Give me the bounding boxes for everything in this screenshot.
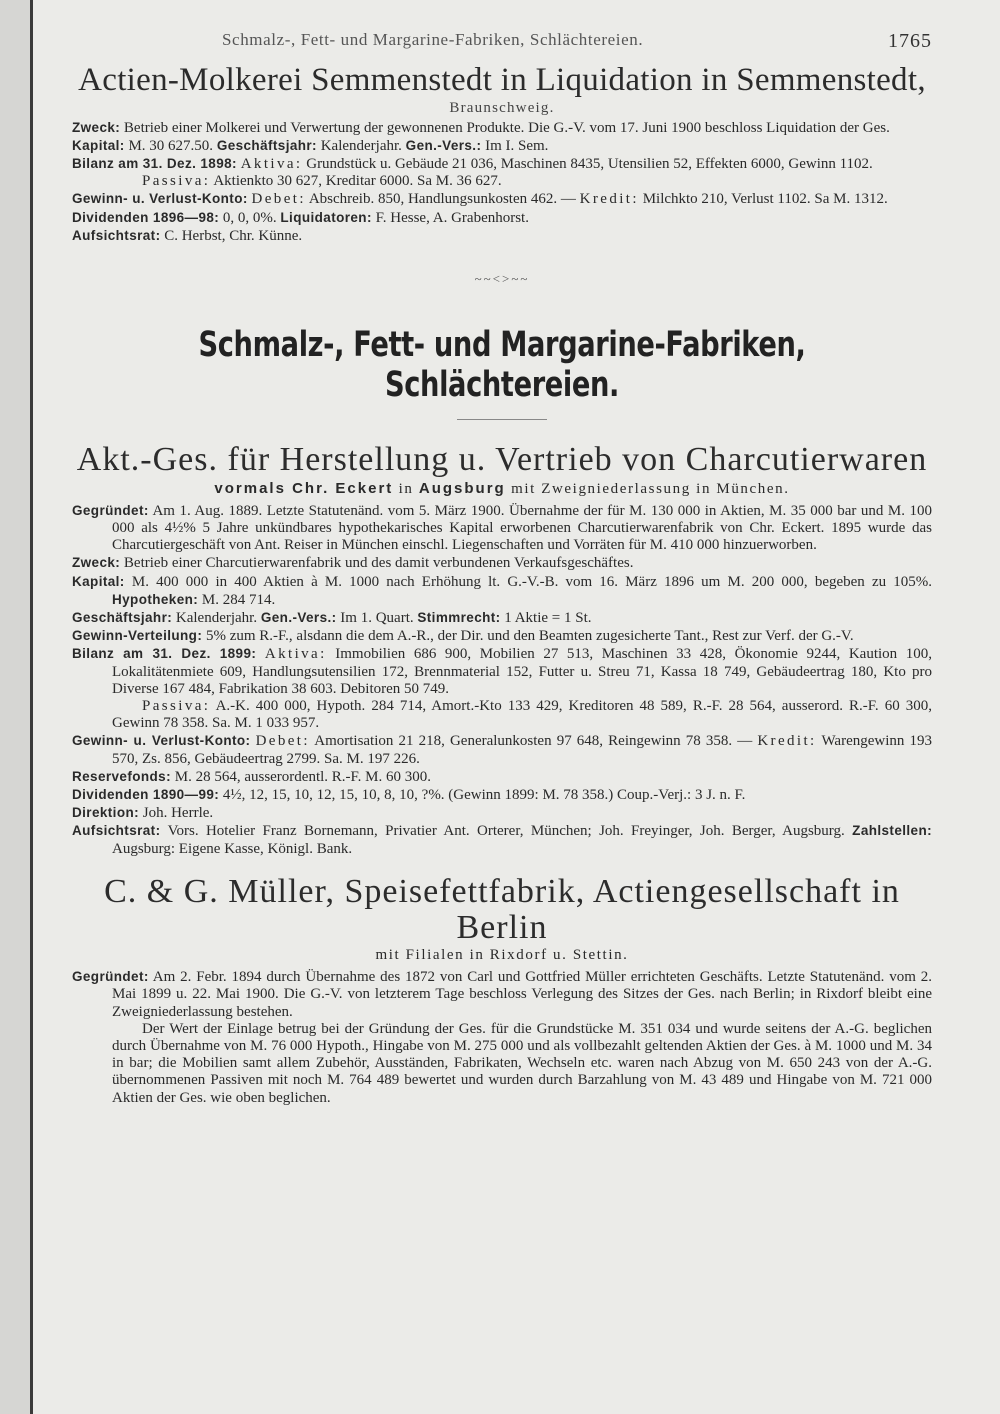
- running-head-title: Schmalz-, Fett- und Margarine-Fabriken, Schlächtereien.: [222, 30, 644, 49]
- field-zweck: Zweck: Betrieb einer Charcutierwarenfabrik und des damit verbundenen Verkaufsgeschäftes.: [72, 555, 634, 572]
- page-binding-edge: [0, 0, 33, 1414]
- paragraph-einlage: Der Wert der Einlage betrug bei der Gründung der Ges. für die Grundstücke M. 351 034 und wurde seitens der A.-G. beglichen durch Übernahme von M. 76 000 Hypoth., Hingabe von M. 275 000 und als vollbezahlt geltenden Aktien der Ges. à M. 1000 und M. 34 in bar; die Mobilien samt allem Zubehör, Ausständen, Fabrikaten, Wechseln etc. waren nach Abzug von M. 650 243 von der A.-G. übernommenen Passiven mit noch M. 764 489 bewertet und wurden durch Barzahlung von M. 43 489 und Hingabe von M. 721 000 Aktien der Ges. wie oben beglichen.: [112, 1020, 932, 1106]
- page-number: 1765: [888, 30, 932, 52]
- company-place: Braunschweig.: [449, 99, 555, 116]
- field-gegruendet: Gegründet: Am 1. Aug. 1889. Letzte Statutenänd. vom 5. März 1900. Übernahme der für M. 130 000 in Aktien, M. 35 000 bar und M. 100 000 als 4½% 5 Jahre unkündbares hypothekarisches Kapital erworbenen Charcutierwarenfabrik von Chr. Eckert. 1895 wurde das Charcutiergeschäft von Ant. Reiser in München einschl. Liegenschaften und Vorräten für M. 410 000 hinzuerworben.: [72, 502, 932, 554]
- company-title: Akt.-Ges. für Herstellung u. Vertrieb von Charcutierwaren: [76, 441, 928, 479]
- field-gegruendet: Gegründet: Am 2. Febr. 1894 durch Übernahme des 1872 von Carl und Gottfried Müller errichteten Geschäfts. Letzte Statutenänd. vom 2. Mai 1899 u. 22. Mai 1900. Die G.-V. von letzterem Tage beschloss Verlegung des Sitzes der Ges. nach Berlin; in Rixdorf bleibt eine Zweigniederlassung bestehen.: [72, 969, 932, 1020]
- company-entry-charcutierwaren: [72, 442, 932, 858]
- field-bilanz: Bilanz am 31. Dez. 1899: Aktiva: Immobilien 686 900, Mobilien 27 513, Maschinen 33 428, Ökonomie 9244, Kaution 100, Lokalitätenmiete 609, Handlungsutensilien 172, Brennmaterial 152, Futter u. Streu 71, Kassa 18 749, Gebäudeertrag 180, Kto pro Diverse 167 484, Fabrikation 38 603. Debitoren 50 749.: [72, 646, 933, 697]
- field-gewinn-verteilung: Gewinn-Verteilung: 5% zum R.-F., alsdann die dem A.-R., der Dir. und den Beamten zugesicherte Tant., Rest zur Verf. der G.-V.: [72, 628, 854, 645]
- company-title: C. & G. Müller, Speisefettfabrik, Actiengesellschaft in Berlin: [104, 872, 900, 946]
- field-reservefonds: Reservefonds: M. 28 564, ausserordentl. R.-F. M. 60 300.: [72, 768, 432, 785]
- field-guv: Gewinn- u. Verlust-Konto: Debet: Abschreib. 850, Handlungsunkosten 462. — Kredit: Milchkto 210, Verlust 1102. Sa M. 1312.: [72, 191, 888, 208]
- company-title: Actien-Molkerei Semmenstedt in Liquidation in Semmenstedt,: [78, 62, 926, 98]
- field-direktion: Direktion: Joh. Herrle.: [72, 805, 214, 822]
- field-passiva: Passiva: Aktienkto 30 627, Kreditar 6000. Sa M. 36 627.: [142, 173, 502, 190]
- field-guv: Gewinn- u. Verlust-Konto: Debet: Amortisation 21 218, Generalunkosten 97 648, Reingewinn 78 358. — Kredit: Warengewinn 193 570, Zs. 856, Gebäudeertrag 2799. Sa. M. 197 226.: [72, 733, 932, 767]
- company-entry-mueller: [72, 874, 932, 1107]
- field-aufsichtsrat: Aufsichtsrat: C. Herbst, Chr. Künne.: [72, 227, 303, 244]
- section-rule: [457, 419, 547, 420]
- section-title: Schmalz-, Fett- und Margarine-Fabriken, Schlächtereien.: [198, 325, 806, 406]
- company-subtitle: mit Filialen in Rixdorf u. Stettin.: [375, 947, 629, 964]
- ornament-divider: ~~<>~~: [474, 271, 530, 287]
- field-zweck: Zweck: Betrieb einer Molkerei und Verwertung der gewonnenen Produkte. Die G.-V. vom 17. Juni 1900 beschloss Liquidation der Ges.: [72, 119, 890, 136]
- company-subtitle: vormals Chr. Eckert in Augsburg mit Zweigniederlassung in München.: [214, 479, 790, 497]
- field-bilanz: Bilanz am 31. Dez. 1898: Aktiva: Grundstück u. Gebäude 21 036, Maschinen 8435, Utensilien 52, Effekten 6000, Gewinn 1102.: [72, 156, 873, 173]
- field-passiva: Passiva: A.-K. 400 000, Hypoth. 284 714, Amort.-Kto 133 429, Kreditoren 48 589, R.-F. 28 564, ausserord. R.-F. 60 300, Gewinn 78 358. Sa. M. 1 033 957.: [112, 697, 932, 732]
- company-entry-semmenstedt: [72, 63, 932, 245]
- field-aufsichtsrat: Aufsichtsrat: Vors. Hotelier Franz Bornemann, Privatier Ant. Orterer, München; Joh. Freyinger, Joh. Berger, Augsburg. Zahlstellen: Augsburg: Eigene Kasse, Königl. Bank.: [72, 823, 932, 857]
- running-head: [222, 30, 932, 53]
- field-geschaeftsjahr: Geschäftsjahr: Kalenderjahr. Gen.-Vers.: Im 1. Quart. Stimmrecht: 1 Aktie = 1 St.: [72, 609, 592, 626]
- field-dividenden: Dividenden 1890—99: 4½, 12, 15, 10, 12, 15, 10, 8, 10, ?%. (Gewinn 1899: M. 78 358.) Coup.-Verj.: 3 J. n. F.: [72, 787, 746, 803]
- field-kapital: Kapital: M. 30 627.50. Geschäftsjahr: Kalenderjahr. Gen.-Vers.: Im I. Sem.: [72, 137, 549, 154]
- page: [72, 30, 932, 1107]
- field-kapital: Kapital: M. 400 000 in 400 Aktien à M. 1000 nach Erhöhung lt. G.-V.-B. vom 16. März 1896 um M. 200 000, begeben zu 105%. Hypotheken: M. 284 714.: [72, 573, 933, 608]
- field-dividenden: Dividenden 1896—98: 0, 0, 0%. Liquidatoren: F. Hesse, A. Grabenhorst.: [72, 209, 529, 226]
